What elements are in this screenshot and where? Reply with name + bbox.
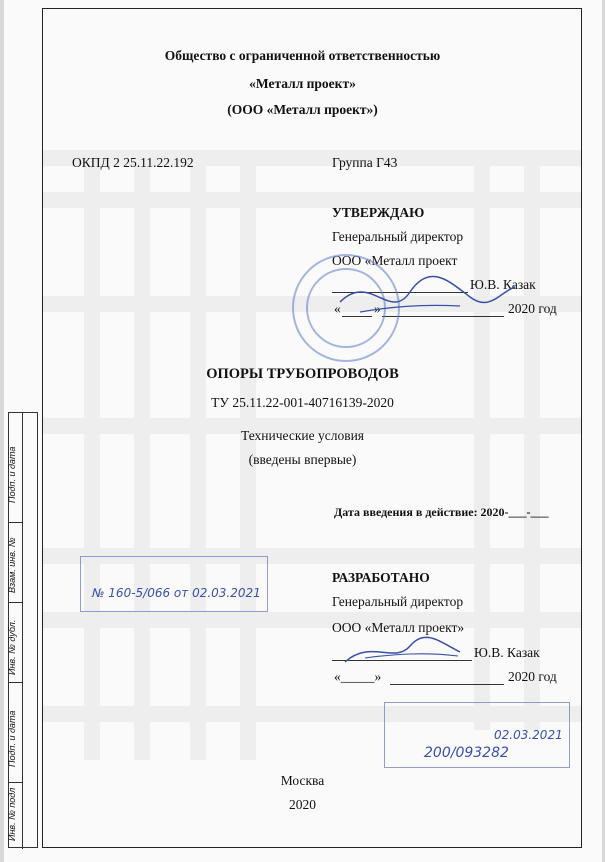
developed-company: ООО «Металл проект» [332, 620, 465, 635]
registration-date-right: 02.03.2021 [494, 728, 563, 742]
registration-stamp-left [80, 556, 268, 612]
approve-title: УТВЕРЖДАЮ [332, 205, 425, 220]
group-code: Группа Г43 [332, 155, 398, 170]
developed-month-line [390, 684, 504, 685]
document-type: Технические условия [240, 428, 365, 443]
footer-city: Москва [280, 773, 325, 788]
approve-date-open: « [334, 301, 341, 316]
registration-number-left: № 160-5/066 от 02.03.2021 [92, 586, 261, 600]
approve-date-close: » [374, 301, 381, 316]
approve-position: Генеральный директор [332, 229, 464, 244]
side-label: Инв. № подл [7, 787, 17, 841]
developed-date: «_____» [334, 669, 382, 684]
developed-year: 2020 год [508, 669, 557, 684]
document-note: (введены впервые) [248, 452, 357, 467]
okpd-code: ОКПД 2 25.11.22.192 [72, 155, 194, 170]
side-binding-strip [8, 412, 38, 848]
footer-year: 2020 [289, 797, 316, 812]
registration-number-right: 200/093282 [424, 745, 509, 761]
org-name-line3: (ООО «Металл проект») [227, 102, 378, 117]
side-label: Взам. инв. № [7, 537, 17, 593]
effective-date: Дата введения в действие: 2020-___-___ [334, 505, 549, 519]
developed-name: Ю.В. Казак [474, 645, 540, 660]
side-label: Инв. № дубл. [7, 619, 17, 675]
approve-company: ООО «Металл проект [332, 253, 458, 268]
side-label: Подп. и дата [7, 710, 17, 767]
approve-signature-icon [300, 262, 520, 342]
approve-name: Ю.В. Казак [470, 277, 536, 292]
side-label: Подп. и дата [7, 446, 17, 503]
document-title: ОПОРЫ ТРУБОПРОВОДОВ [206, 366, 399, 382]
developed-title: РАЗРАБОТАНО [332, 570, 430, 585]
developed-signature-icon [340, 634, 470, 670]
org-name-line1: Общество с ограниченной ответственностью [164, 48, 441, 63]
document-code: ТУ 25.11.22-001-40716139-2020 [211, 395, 394, 410]
org-name-line2: «Металл проект» [249, 76, 356, 91]
developed-position: Генеральный директор [332, 594, 464, 609]
approve-year: 2020 год [508, 301, 557, 316]
